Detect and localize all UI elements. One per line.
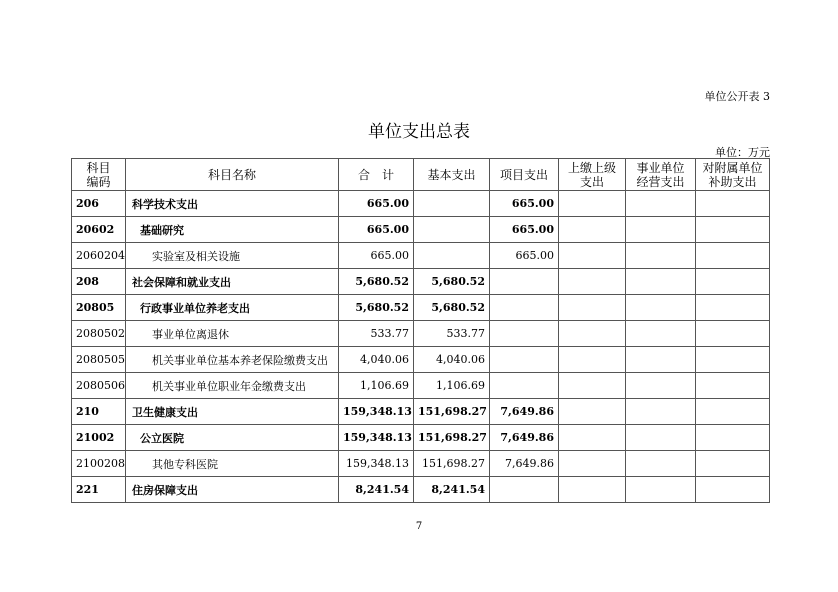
subsidiary-subsidy-cell [696,243,770,269]
upper-level-cell [559,451,626,477]
subject-code-cell: 20602 [72,217,126,243]
project-expenditure-cell: 665.00 [490,243,559,269]
basic-expenditure-cell [414,191,490,217]
basic-expenditure-cell [414,217,490,243]
table-body [72,191,770,503]
table-row [72,347,770,373]
upper-level-cell [559,295,626,321]
total-cell: 665.00 [339,217,414,243]
subject-code-cell: 2080505 [72,347,126,373]
business-expenditure-cell [626,321,696,347]
basic-expenditure-cell: 533.77 [414,321,490,347]
subject-name-cell: 行政事业单位养老支出 [126,295,339,321]
basic-expenditure-cell: 5,680.52 [414,295,490,321]
upper-level-cell [559,321,626,347]
column-header: 合 计 [339,159,414,191]
subsidiary-subsidy-cell [696,451,770,477]
subsidiary-subsidy-cell [696,425,770,451]
subject-code-cell: 2100208 [72,451,126,477]
subject-code-cell: 21002 [72,425,126,451]
table-row [72,399,770,425]
upper-level-cell [559,347,626,373]
project-expenditure-cell [490,269,559,295]
table-row [72,477,770,503]
total-cell: 533.77 [339,321,414,347]
subject-name-cell: 卫生健康支出 [126,399,339,425]
page-number: 7 [415,521,423,532]
form-number: 单位公开表 3 [704,90,770,103]
business-expenditure-cell [626,243,696,269]
subsidiary-subsidy-cell [696,399,770,425]
subject-name-cell: 其他专科医院 [126,451,339,477]
project-expenditure-cell [490,295,559,321]
table-row [72,425,770,451]
basic-expenditure-cell: 1,106.69 [414,373,490,399]
project-expenditure-cell [490,347,559,373]
subject-name-cell: 实验室及相关设施 [126,243,339,269]
subsidiary-subsidy-cell [696,217,770,243]
subject-code-cell: 208 [72,269,126,295]
column-header: 基本支出 [414,159,490,191]
upper-level-cell [559,399,626,425]
column-header: 项目支出 [490,159,559,191]
basic-expenditure-cell [414,243,490,269]
project-expenditure-cell: 665.00 [490,217,559,243]
project-expenditure-cell [490,373,559,399]
subject-code-cell: 221 [72,477,126,503]
subject-name-cell: 科学技术支出 [126,191,339,217]
business-expenditure-cell [626,373,696,399]
subsidiary-subsidy-cell [696,191,770,217]
subject-name-cell: 机关事业单位基本养老保险缴费支出 [126,347,339,373]
business-expenditure-cell [626,425,696,451]
business-expenditure-cell [626,191,696,217]
subject-code-cell: 2080502 [72,321,126,347]
subject-name-cell: 住房保障支出 [126,477,339,503]
project-expenditure-cell: 7,649.86 [490,425,559,451]
column-header: 科目名称 [126,159,339,191]
subject-code-cell: 20805 [72,295,126,321]
project-expenditure-cell [490,321,559,347]
subject-code-cell: 2060204 [72,243,126,269]
subsidiary-subsidy-cell [696,347,770,373]
unit-label: 单位：万元 [715,146,770,159]
upper-level-cell [559,269,626,295]
expenditure-table [71,158,770,503]
total-cell: 8,241.54 [339,477,414,503]
basic-expenditure-cell: 5,680.52 [414,269,490,295]
subject-name-cell: 机关事业单位职业年金缴费支出 [126,373,339,399]
total-cell: 159,348.13 [339,399,414,425]
upper-level-cell [559,425,626,451]
table-row [72,295,770,321]
project-expenditure-cell: 665.00 [490,191,559,217]
table-row [72,243,770,269]
table-row [72,451,770,477]
business-expenditure-cell [626,399,696,425]
table-row [72,217,770,243]
total-cell: 5,680.52 [339,295,414,321]
business-expenditure-cell [626,451,696,477]
upper-level-cell [559,477,626,503]
subject-code-cell: 2080506 [72,373,126,399]
subsidiary-subsidy-cell [696,477,770,503]
column-header: 事业单位 经营支出 [626,159,696,191]
subject-code-cell: 210 [72,399,126,425]
business-expenditure-cell [626,477,696,503]
total-cell: 665.00 [339,243,414,269]
upper-level-cell [559,217,626,243]
project-expenditure-cell [490,477,559,503]
total-cell: 665.00 [339,191,414,217]
basic-expenditure-cell: 151,698.27 [414,425,490,451]
business-expenditure-cell [626,217,696,243]
basic-expenditure-cell: 8,241.54 [414,477,490,503]
business-expenditure-cell [626,347,696,373]
total-cell: 159,348.13 [339,451,414,477]
subject-name-cell: 基础研究 [126,217,339,243]
total-cell: 4,040.06 [339,347,414,373]
subsidiary-subsidy-cell [696,295,770,321]
table-row [72,321,770,347]
table-row [72,373,770,399]
project-expenditure-cell: 7,649.86 [490,451,559,477]
total-cell: 1,106.69 [339,373,414,399]
subject-name-cell: 事业单位离退休 [126,321,339,347]
page-title: 单位支出总表 [368,122,470,142]
upper-level-cell [559,373,626,399]
column-header: 上缴上级 支出 [559,159,626,191]
project-expenditure-cell: 7,649.86 [490,399,559,425]
subject-name-cell: 公立医院 [126,425,339,451]
subject-code-cell: 206 [72,191,126,217]
table-row [72,191,770,217]
column-header: 科目 编码 [72,159,126,191]
subsidiary-subsidy-cell [696,269,770,295]
basic-expenditure-cell: 4,040.06 [414,347,490,373]
subsidiary-subsidy-cell [696,321,770,347]
business-expenditure-cell [626,295,696,321]
upper-level-cell [559,191,626,217]
total-cell: 159,348.13 [339,425,414,451]
table-header-row [72,159,770,191]
subsidiary-subsidy-cell [696,373,770,399]
upper-level-cell [559,243,626,269]
basic-expenditure-cell: 151,698.27 [414,399,490,425]
basic-expenditure-cell: 151,698.27 [414,451,490,477]
subject-name-cell: 社会保障和就业支出 [126,269,339,295]
business-expenditure-cell [626,269,696,295]
table-row [72,269,770,295]
column-header: 对附属单位 补助支出 [696,159,770,191]
total-cell: 5,680.52 [339,269,414,295]
